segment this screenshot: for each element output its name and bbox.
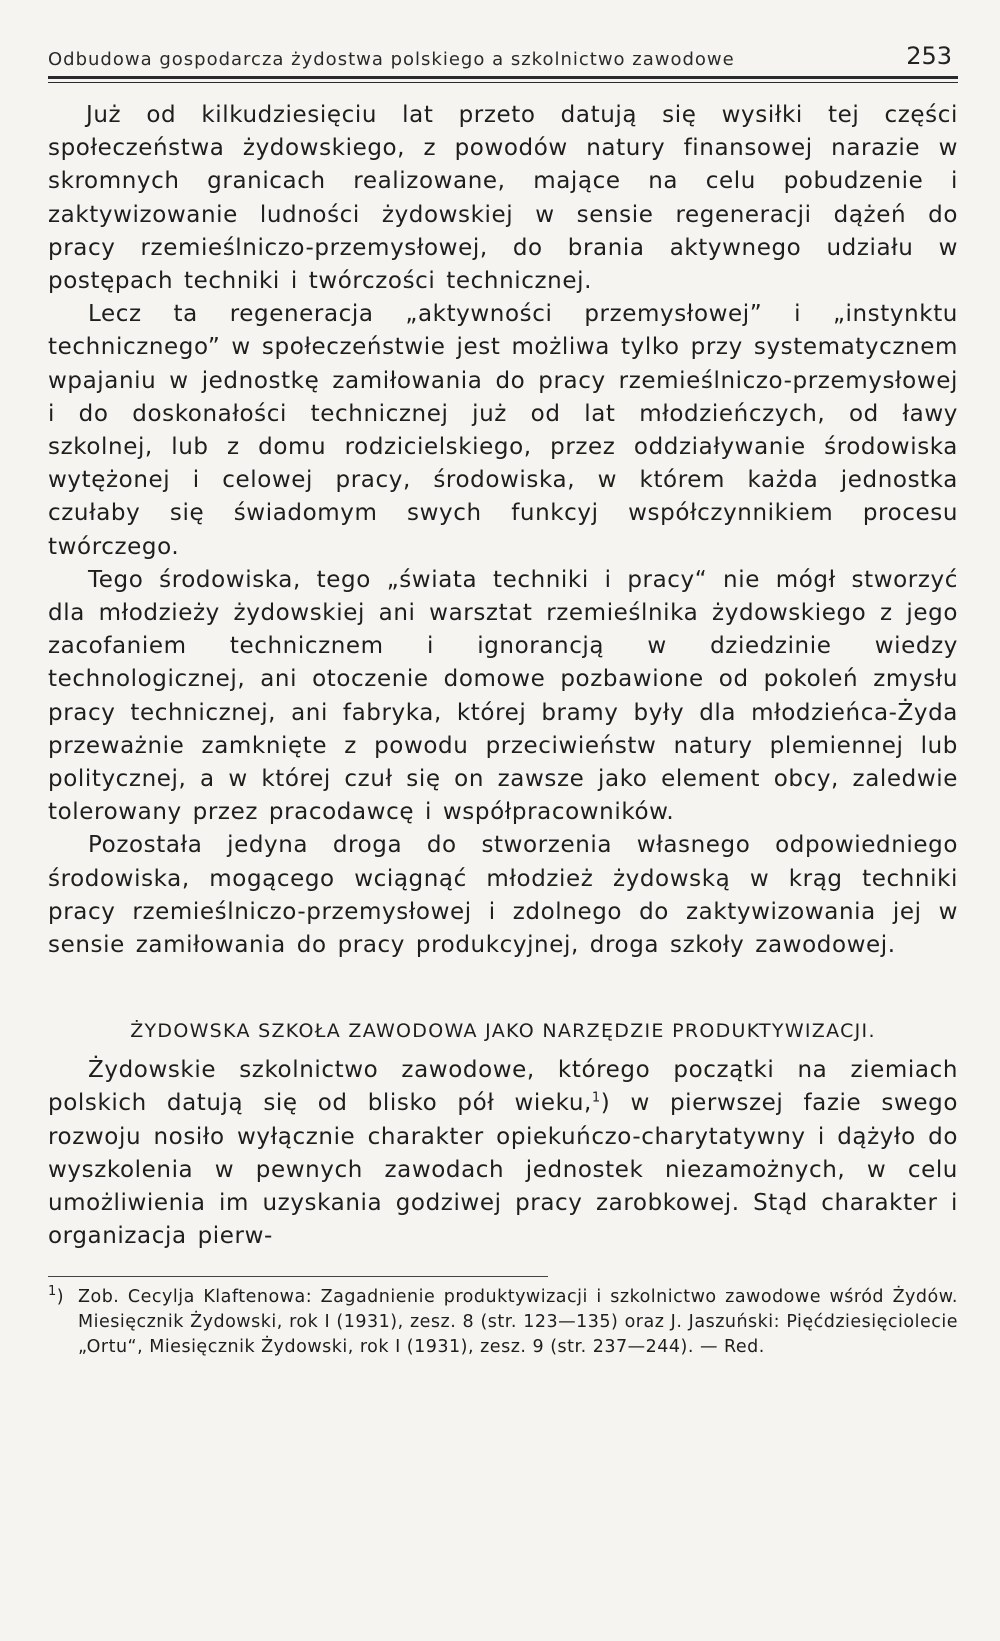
- header-rule: [48, 76, 958, 83]
- footnote-marker-paren: ): [56, 1286, 65, 1307]
- running-title: Odbudowa gospodarcza żydostwa polskiego a szkolnictwo zawodowe: [48, 49, 735, 70]
- paragraph: [48, 1054, 958, 1253]
- paragraph-text: ) w pierwszej fazie swego rozwoju nosiło wyłącznie charakter opiekuńczo-charytatywny i dążyło do wyszkolenia w pewnych zawodach jednostek niezamożnych, w celu umożliwienia im uzyskania godziwej pracy zarobkowej. Stąd charakter i organizacja pierw-: [48, 1090, 958, 1250]
- paragraph: Pozostała jedyna droga do stworzenia własnego odpowiedniego środowiska, mogącego wciągnąć młodzież żydowską w krąg techniki pracy rzemieślniczo-przemysłowej i zdolnego do zaktywizowania jej w sensie zamiłowania do pracy produkcyjnej, droga szkoły zawodowej.: [48, 832, 958, 959]
- footnote-text: Zob. Cecylja Klaftenowa: Zagadnienie produktywizacji i szkolnictwo zawodowe wśród Żydów. Miesięcznik Żydowski, rok I (1931), zesz. 8 (str. 123—135) oraz J. Jaszuński: Pięćdziesięciolecie „Ortu“, Miesięcznik Żydowski, rok I (1931), zesz. 9 (str. 237—244). — Red.: [78, 1286, 958, 1357]
- page-header: [48, 34, 958, 70]
- footnote: [48, 1285, 958, 1360]
- footnote-reference[interactable]: 1: [591, 1090, 601, 1106]
- paragraph-text: Żydowskie szkolnictwo zawodowe, którego początki na ziemiach polskich datują się od blisko pół wieku,: [48, 1057, 958, 1117]
- page-number: 253: [906, 42, 952, 70]
- section-heading: ŻYDOWSKA SZKOŁA ZAWODOWA JAKO NARZĘDZIE PRODUKTYWIZACJI.: [130, 1020, 876, 1043]
- paragraph: Lecz ta regeneracja „aktywności przemysłowej” i „instynktu technicznego” w społeczeństwie jest możliwa tylko przy systematycznem wpajaniu w jednostkę zamiłowania do pracy rzemieślniczo-przemysłowej i do doskonałości technicznej już od lat młodzieńczych, od ławy szkolnej, lub z domu rodzicielskiego, przez oddziaływanie środowiska wytężonej i celowej pracy, środowiska, w którem każda jednostka czułaby się świadomym swych funkcyj współczynnikiem procesu twórczego.: [48, 301, 958, 560]
- footnote-marker-number: 1: [48, 1283, 57, 1299]
- paragraph: Tego środowiska, tego „świata techniki i pracy“ nie mógł stworzyć dla młodzieży żydowskiej ani warsztat rzemieślnika żydowskiego z jego zacofaniem technicznem i ignorancją w dziedzinie wiedzy technologicznej, ani otoczenie domowe pozbawione od pokoleń zmysłu pracy technicznej, ani fabryka, której bramy były dla młodzieńca-Żyda przeważnie zamknięte z powodu przeciwieństw natury plemiennej lub politycznej, a w której czuł się on zawsze jako element obcy, zaledwie tolerowany przez pracodawcę i współpracowników.: [48, 566, 958, 826]
- footnote-marker: [48, 1285, 64, 1310]
- footnote-divider: [48, 1276, 548, 1277]
- paragraph: Już od kilkudziesięciu lat przeto datują się wysiłki tej części społeczeństwa żydowskiego, z powodów natury finansowej narazie w skromnych granicach realizowane, mające na celu pobudzenie i zaktywizowanie ludności żydowskiej w sensie regeneracji dążeń do pracy rzemieślniczo-przemysłowej, do brania aktywnego udziału w postępach techniki i twórczości technicznej.: [48, 102, 958, 295]
- body-text: [48, 99, 958, 1254]
